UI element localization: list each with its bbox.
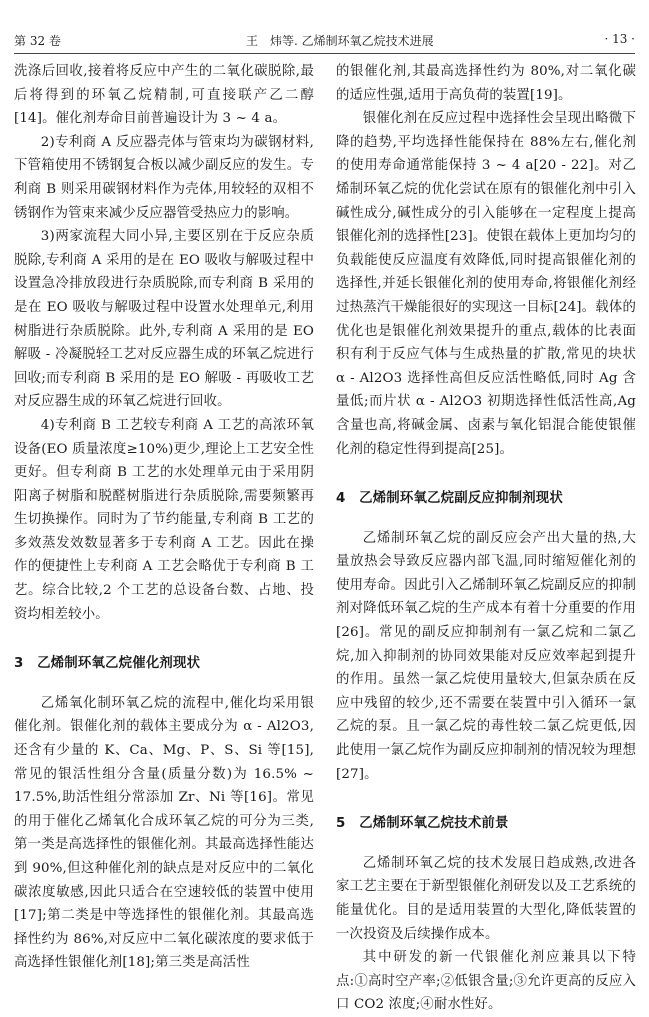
paragraph: 洗涤后回收,接着将反应中产生的二氧化碳脱除,最后将得到的环氧乙烷精制,可直接联产乙二醇[14]。催化剂寿命目前普遍设计为 3 ~ 4 a。 xyxy=(14,64,314,127)
left-column xyxy=(14,60,314,975)
section-heading: 3 乙烯制环氧乙烷催化剂现状 xyxy=(14,656,201,672)
header-divider xyxy=(14,53,635,54)
right-column xyxy=(336,60,636,1017)
paragraph: 3)两家流程大同小异,主要区别在于反应杂质脱除,专利商 A 采用的是在 EO 吸收与解吸过程中设置急冷排放段进行杂质脱除,而专利商 B 采用的是在 EO 吸收与解吸过程中设置水处理单元,利用树脂进行杂质脱除。此外,专利商 A 采用的是 EO 解吸 - 冷凝脱轻工艺对反应器生成的环氧乙烷进行回收;而专利商 B 采用的是 EO 解吸 - 再吸收工艺对反应器生成的环氧乙烷进行回收。 xyxy=(14,229,314,410)
paragraph: 乙烯制环氧乙烷的技术发展日趋成熟,改进各家工艺主要在于新型银催化剂研发以及工艺系统的能量优化。目的是适用装置的大型化,降低装置的一次投资及后续操作成本。 xyxy=(336,855,636,942)
paragraph: 银催化剂在反应过程中选择性会呈现出略微下降的趋势,平均选择性能保持在 88%左右,催化剂的使用寿命通常能保持 3 ~ 4 a[20 - 22]。对乙烯制环氧乙烷的优化尝试在原有的银催化剂中引入碱性成分,碱性成分的引入能够在一定程度上提高银催化剂的选择性[23]。使银在载体上更加均匀的负载能使反应温度有效降低,同时提高银催化剂的选择性,并延长银催化剂的使用寿命,将银催化剂经过热蒸汽干燥能很好的实现这一目标[24]。载体的优化也是银催化剂效果提升的重点,载体的比表面积有利于反应气体与生成热量的扩散,常见的块状 α - Al2O3 选择性高但反应活性略低,同时 Ag 含量低;而片状 α - Al2O3 初期选择性低活性高,Ag 含量也高,将碱金属、卤素与氧化铝混合能使银催化剂的稳定性得到提高[25]。 xyxy=(336,111,636,457)
section-heading: 5 乙烯制环氧乙烷技术前景 xyxy=(336,816,509,832)
running-header xyxy=(14,30,635,50)
paragraph: 乙烯氧化制环氧乙烷的流程中,催化均采用银催化剂。银催化剂的载体主要成分为 α - Al2O3,还含有少量的 K、Ca、Mg、P、S、Si 等[15],常见的银活性组分含量(质量分数)为 16.5% ~ 17.5%,助活性组分常添加 Zr、Ni 等[16]。常见的用于催化乙烯氧化合成环氧乙烷的可分为三类,第一类是高选择性的银催化剂。其最高选择性能达到 90%,但这种催化剂的缺点是对反应中的二氧化碳浓度敏感,因此只适合在空速较低的装置中使用[17];第二类是中等选择性的银催化剂。其最高选择性约为 86%,对反应中二氧化碳浓度的要求低于高选择性银催化剂[18];第三类是高活性 xyxy=(14,695,314,971)
paragraph: 其中研发的新一代银催化剂应兼具以下特点:①高时空产率;②低银含量;③允许更高的反应入口 CO2 浓度;④耐水性好。 xyxy=(336,950,636,1013)
paragraph: 的银催化剂,其最高选择性约为 80%,对二氧化碳的适应性强,适用于高负荷的装置[19]。 xyxy=(336,64,636,103)
page-number: · 13 · xyxy=(604,32,635,46)
section-heading: 4 乙烯制环氧乙烷副反应抑制剂现状 xyxy=(336,491,563,507)
paragraph: 4)专利商 B 工艺较专利商 A 工艺的高浓环氧设备(EO 质量浓度≥10%)更少,理论上工艺安全性更好。但专利商 B 工艺的水处理单元由于采用阴阳离子树脂和脱醛树脂进行杂质脱除,需要频繁再生切换操作。同时为了节约能量,专利商 B 工艺的多效蒸发效数显著多于专利商 A 工艺。因此在操作的便捷性上专利商 A 工艺会略优于专利商 B 工艺。综合比较,2 个工艺的总设备台数、占地、投资均相差较小。 xyxy=(14,417,314,622)
running-title: 王 炜等. 乙烯制环氧乙烷技术进展 xyxy=(246,34,434,48)
paragraph: 2)专利商 A 反应器壳体与管束均为碳钢材料,下管箱使用不锈钢复合板以减少副反应的发生。专利商 B 则采用碳钢材料作为壳体,用较轻的双相不锈钢作为管束来减少反应器管受热应力的影响。 xyxy=(14,134,314,221)
volume-label: 第 32 卷 xyxy=(14,34,61,48)
paragraph: 乙烯制环氧乙烷的副反应会产出大量的热,大量放热会导致反应器内部飞温,同时缩短催化剂的使用寿命。因此引入乙烯制环氧乙烷副反应的抑制剂对降低环氧乙烷的生产成本有着十分重要的作用[26]。常见的副反应抑制剂有一氯乙烷和二氯乙烷,加入抑制剂的协同效果能对反应效率起到提升的作用。虽然一氯乙烷使用量较大,但氯杂质在反应中残留的较少,还不需要在装置中引入循环一氯乙烷的泵。且一氯乙烷的毒性较二氯乙烷更低,因此使用一氯乙烷作为副反应抑制剂的情况较为理想[27]。 xyxy=(336,530,636,782)
